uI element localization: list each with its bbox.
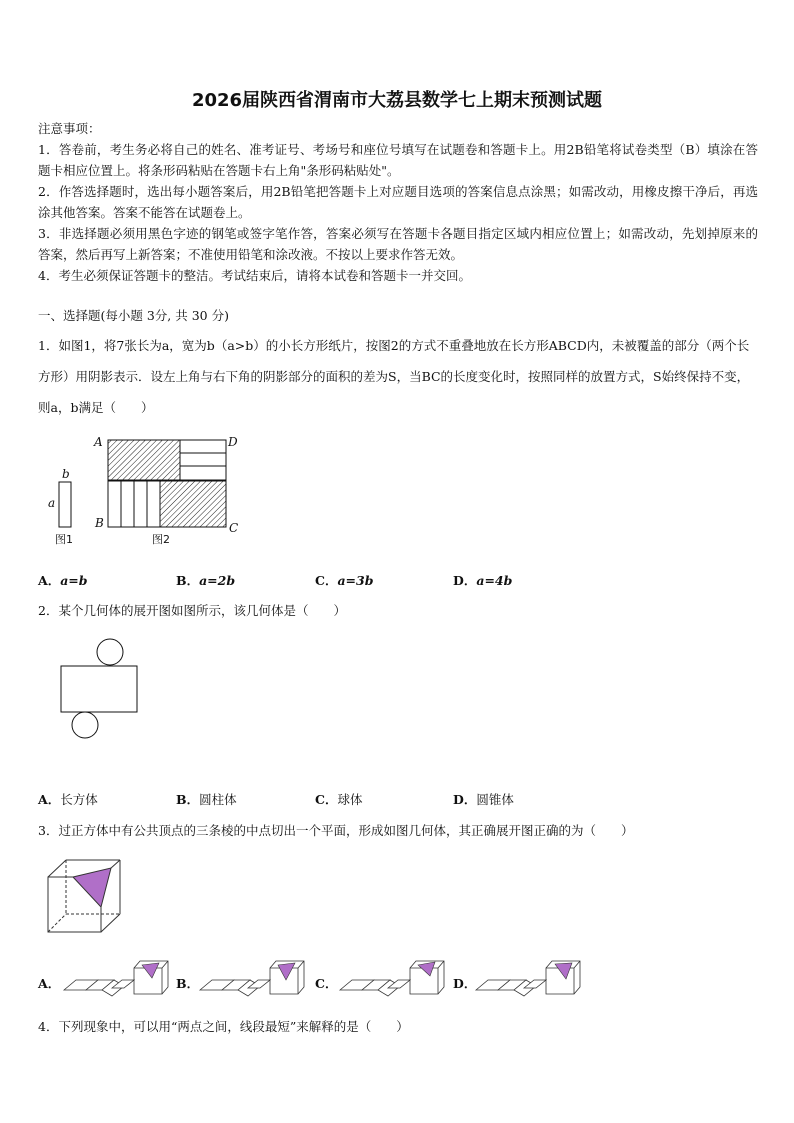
note-item: 3．非选择题必须用黑色字迹的钢笔或签字笔作答，答案必须写在答题卡各题目指定区域内相应位置上；如需改动，先划掉原来的答案，然后再写上新答案；不准使用铅笔和涂改液。不按以上要求作答无效。 xyxy=(38,226,758,262)
option-a[interactable]: A．a=b xyxy=(38,573,88,588)
option-a-net-figure xyxy=(62,958,174,1000)
option-c[interactable]: C．a=3b xyxy=(315,573,374,588)
option-b[interactable]: B．a=2b xyxy=(176,573,236,588)
shaded-top-left xyxy=(108,440,180,480)
top-circle xyxy=(97,639,123,665)
page-title: 2026届陕西省渭南市大荔县数学七上期末预测试题 xyxy=(191,90,603,111)
label-b: b xyxy=(62,467,70,481)
shaded-bottom-right xyxy=(160,481,226,527)
notes-heading: 注意事项： xyxy=(38,121,101,136)
option-a[interactable]: A．长方体 xyxy=(38,792,98,807)
truncated-cube-figure xyxy=(45,858,125,938)
question-1-figure xyxy=(40,432,260,547)
option-c-net-figure xyxy=(338,958,450,1000)
figure-1-caption: 图1 xyxy=(55,533,73,546)
option-b[interactable]: B．圆柱体 xyxy=(176,792,237,807)
question-2-stem: 2．某个几何体的展开图如图所示，该几何体是（ ） xyxy=(38,603,346,618)
section-heading: 一、选择题(每小题 3分, 共 30 分) xyxy=(38,308,229,323)
note-item: 4．考生必须保证答题卡的整洁。考试结束后，请将本试卷和答题卡一并交回。 xyxy=(38,268,471,283)
strip-vertical xyxy=(134,481,147,527)
option-c[interactable]: C． xyxy=(315,976,338,991)
question-4-stem: 4．下列现象中，可以用“两点之间，线段最短”来解释的是（ ） xyxy=(38,1019,409,1034)
strip-vertical xyxy=(121,481,134,527)
cut-triangle xyxy=(73,868,111,907)
strip-vertical xyxy=(108,481,121,527)
bottom-circle xyxy=(72,712,98,738)
strip-horizontal xyxy=(180,453,226,466)
label-D: D xyxy=(228,435,238,449)
cylinder-net-figure xyxy=(60,638,140,740)
label-B: B xyxy=(95,516,104,530)
figure-2-caption: 图2 xyxy=(152,533,170,546)
side-rectangle xyxy=(61,666,137,712)
strip-horizontal xyxy=(180,466,226,480)
note-item: 1．答卷前，考生务必将自己的姓名、准考证号、考场号和座位号填写在试题卷和答题卡上。用2B铅笔将试卷类型（B）填涂在答题卡相应位置上。将条形码粘贴在答题卡右上角"条形码粘贴处"。 xyxy=(38,142,758,178)
option-d-net-figure xyxy=(474,958,586,1000)
label-A: A xyxy=(94,435,103,449)
option-b-net-figure xyxy=(198,958,310,1000)
small-rectangle xyxy=(59,482,71,527)
question-1-stem: 1．如图1，将7张长为a，宽为b（a>b）的小长方形纸片，按图2的方式不重叠地放在长方形ABCD内，未被覆盖的部分（两个长方形）用阴影表示．设左上角与右下角的阴影部分的面积的差为S，当BC的长度变化时，按照同样的放置方式，S始终保持不变，则a，b满足（ ） xyxy=(38,338,750,415)
notes-block xyxy=(38,118,758,286)
note-item: 2．作答选择题时，选出每小题答案后，用2B铅笔把答题卡上对应题目选项的答案信息点涂黑；如需改动，用橡皮擦干净后，再选涂其他答案。答案不能答在试题卷上。 xyxy=(38,184,758,220)
strip-vertical xyxy=(147,481,160,527)
option-d[interactable]: D．a=4b xyxy=(453,573,513,588)
label-a: a xyxy=(48,496,56,510)
strip-horizontal xyxy=(180,440,226,453)
option-b[interactable]: B． xyxy=(176,976,200,991)
option-c[interactable]: C．球体 xyxy=(315,792,363,807)
option-a[interactable]: A． xyxy=(38,976,61,991)
net-cut-triangle xyxy=(142,963,159,978)
label-C: C xyxy=(229,521,239,535)
option-d[interactable]: D． xyxy=(453,976,477,991)
net-cut-triangle xyxy=(418,962,435,976)
net-cut-triangle xyxy=(278,963,295,980)
option-d[interactable]: D．圆锥体 xyxy=(453,792,514,807)
net-cut-triangle xyxy=(555,963,572,979)
question-3-stem: 3．过正方体中有公共顶点的三条棱的中点切出一个平面，形成如图几何体，其正确展开图正确的为（ ） xyxy=(38,823,634,838)
